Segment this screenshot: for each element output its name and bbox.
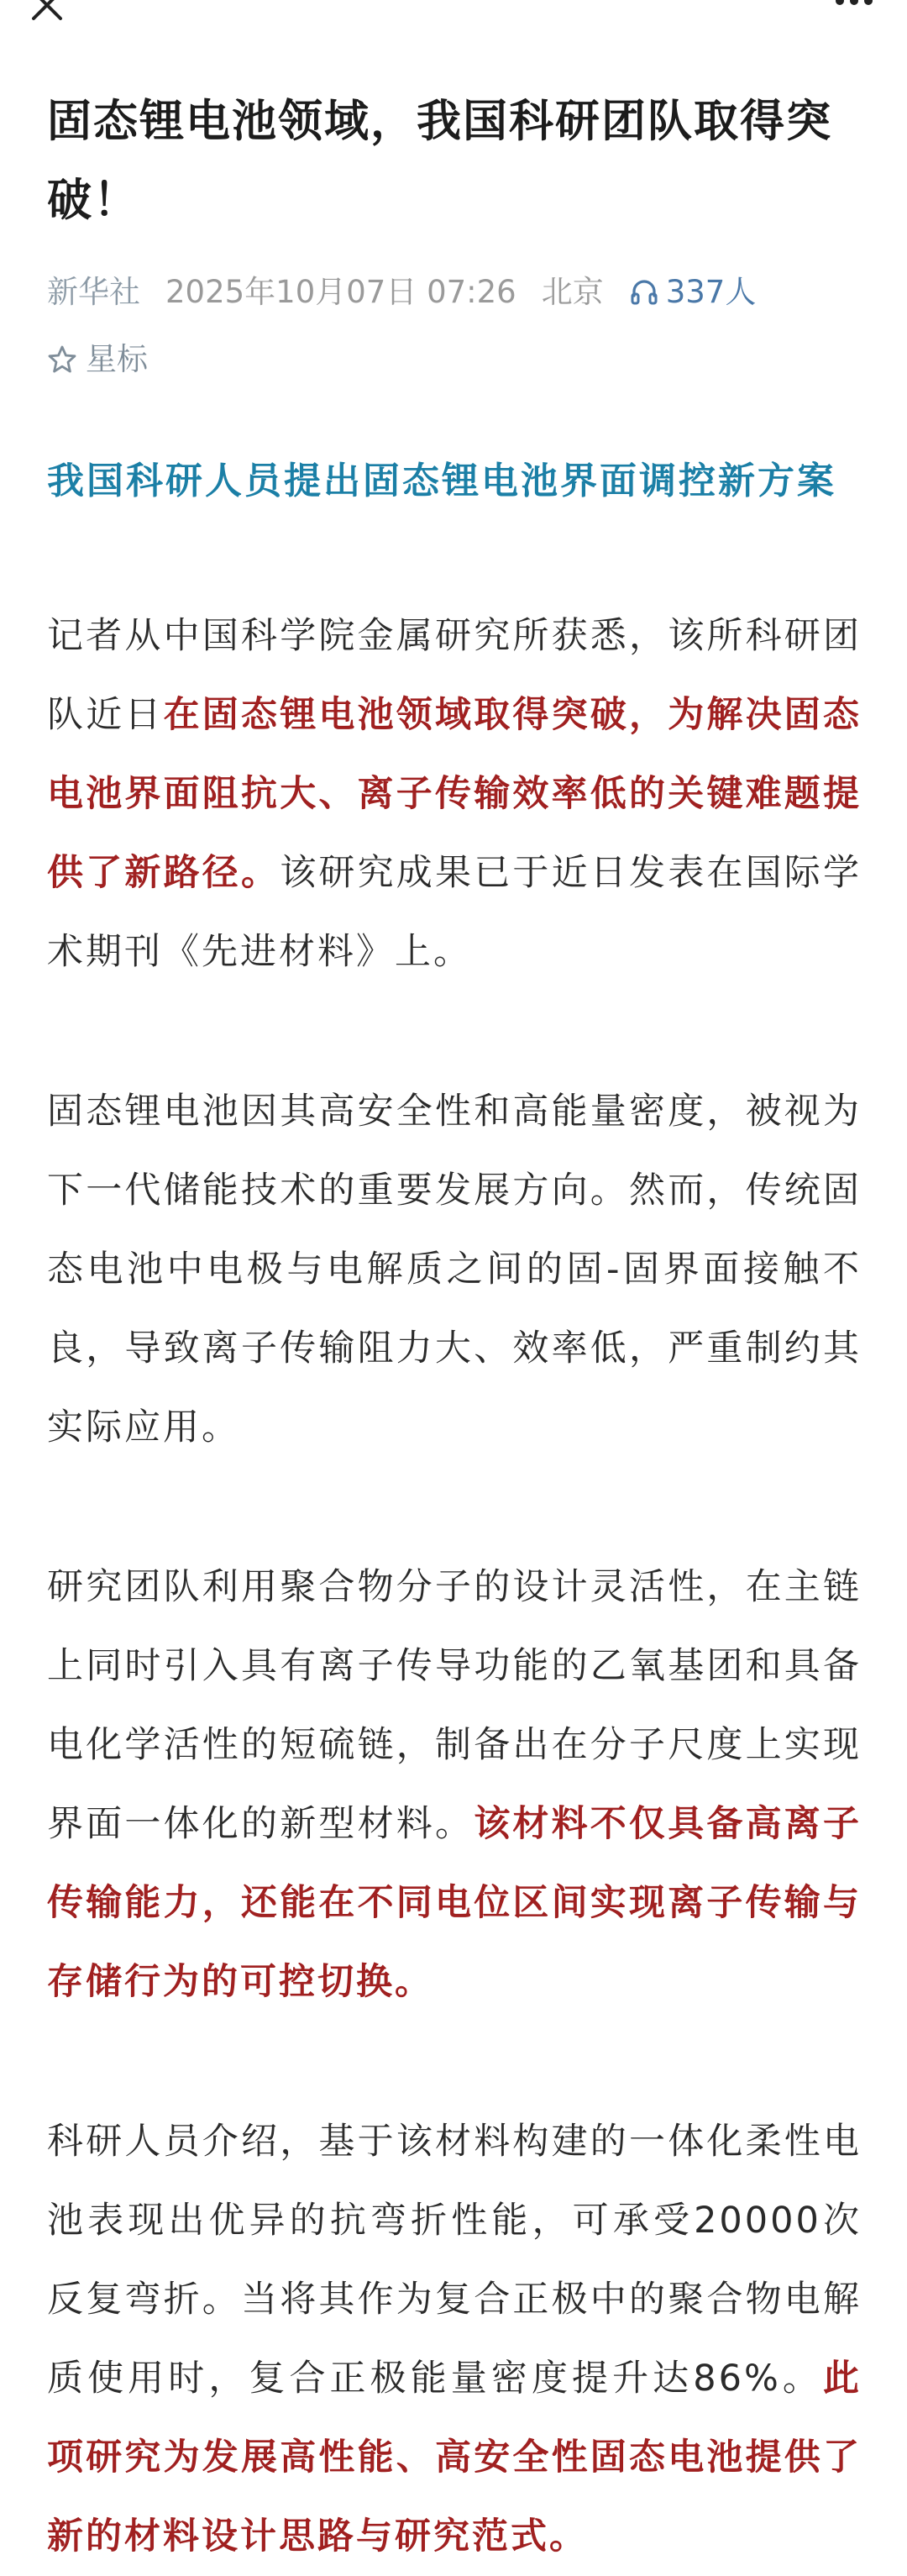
article-meta [47, 259, 862, 326]
paragraph-text: 研究团队利用聚合物分子的设计灵活性，在主链上同时引入具有离子传导功能的乙氧基团和具备电化学活性的短硫链，制备出在分子尺度上实现界面一体化的新型材料。 [47, 1566, 862, 1845]
highlighted-text: 在固态锂电池领域取得突破，为解决固态电池界面阻抗大、离子传输效率低的关键难题提供了新路径。 [47, 694, 862, 894]
star-outline-icon [47, 344, 77, 375]
star-label: 星标 [86, 341, 148, 377]
highlighted-text: 此项研究为发展高性能、高安全性固态电池提供了新的材料设计思路与研究范式。 [47, 2358, 862, 2558]
publish-datetime: 2025年10月07日 07:26 [165, 274, 516, 310]
paragraph-text: 科研人员介绍，基于该材料构建的一体化柔性电池表现出优异的抗弯折性能，可承受20000次反复弯折。当将其作为复合正极中的聚合物电解质使用时，复合正极能量密度提升达86%。 [47, 2121, 862, 2400]
more-icon[interactable] [835, 0, 873, 7]
paragraph-text: 固态锂电池因其高安全性和高能量密度，被视为下一代储能技术的重要发展方向。然而，传统固态电池中电极与电解质之间的固-固界面接触不良，导致离子传输阻力大、效率低，严重制约其实际应用。 [47, 1091, 862, 1448]
publish-location: 北京 [541, 274, 604, 310]
article-subtitle: 我国科研人员提出固态锂电池界面调控新方案 [47, 460, 836, 502]
listen-button[interactable] [629, 259, 757, 326]
listener-count: 337人 [665, 274, 757, 310]
source-link[interactable]: 新华社 [47, 274, 140, 310]
paragraph-2 [47, 1072, 862, 1467]
paragraph-4 [47, 2102, 862, 2576]
paragraph-text: 记者从中国科学院金属研究所获悉，该所科研团队近日 [47, 615, 862, 736]
paragraph-text: 该研究成果已于近日发表在国际学术期刊《先进材料》上。 [47, 852, 862, 973]
article-title: 固态锂电池领域，我国科研团队取得突破！ [47, 96, 832, 226]
top-bar [0, 0, 907, 30]
paragraph-1 [47, 597, 862, 991]
paragraph-3 [47, 1548, 862, 2021]
headphones-icon [629, 277, 659, 308]
close-icon[interactable] [30, 0, 64, 22]
highlighted-text: 该材料不仅具备高离子传输能力，还能在不同电位区间实现离子传输与存储行为的可控切换。 [47, 1803, 862, 2003]
article [47, 82, 862, 2576]
star-button[interactable] [47, 326, 862, 393]
